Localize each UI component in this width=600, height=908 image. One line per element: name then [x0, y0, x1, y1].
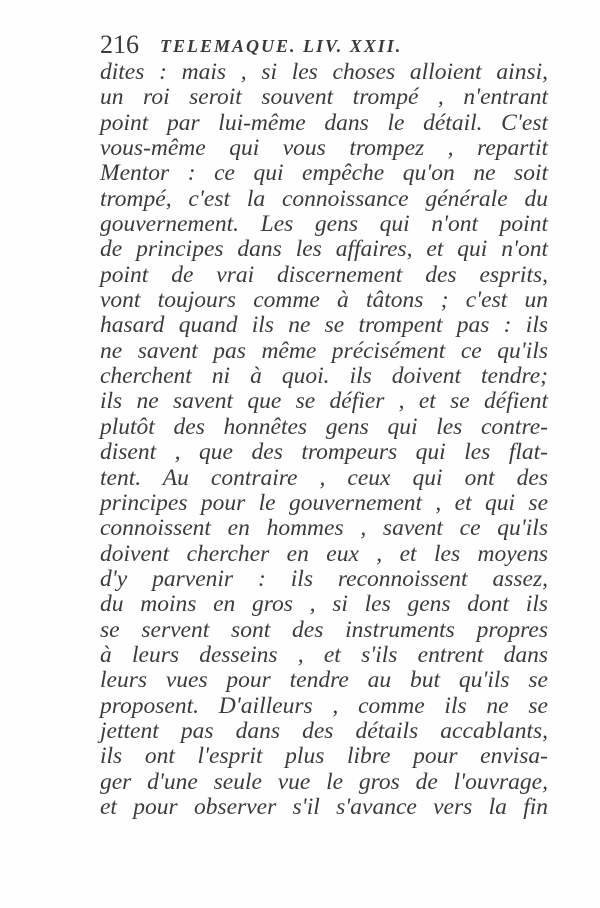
text-line: hasard quand ils ne se trompent pas : ils: [100, 312, 548, 339]
text-line: tent. Au contraire , ceux qui ont des: [100, 464, 548, 491]
text-line: vont toujours comme à tâtons ; c'est un: [100, 287, 548, 314]
text-line: connoissent en hommes , savent ce qu'ils: [100, 515, 548, 542]
text-line: leurs vues pour tendre au but qu'ils se: [100, 667, 548, 694]
body-text: [100, 60, 548, 820]
text-line: principes pour le gouvernement , et qui se: [100, 489, 548, 516]
text-line: de principes dans les affaires, et qui n'ont: [100, 236, 548, 263]
text-line: ger d'une seule vue le gros de l'ouvrage,: [100, 768, 548, 795]
text-line: et pour observer s'il s'avance vers la fin: [100, 793, 548, 820]
text-line: se servent sont des instruments propres: [100, 616, 548, 643]
text-line: un roi seroit souvent trompé , n'entrant: [100, 84, 548, 111]
page-number: 216: [100, 30, 139, 59]
text-line: proposent. D'ailleurs , comme ils ne se: [100, 692, 548, 719]
text-line: point de vrai discernement des esprits,: [100, 261, 548, 288]
text-line: du moins en gros , si les gens dont ils: [100, 591, 548, 618]
text-line: à leurs desseins , et s'ils entrent dans: [100, 641, 548, 668]
text-line: dites : mais , si les choses alloient ainsi,: [100, 59, 548, 85]
text-line: disent , que des trompeurs qui les flat-: [100, 439, 548, 466]
text-line: doivent chercher en eux , et les moyens: [100, 540, 548, 567]
page-header: [100, 30, 550, 60]
running-head: TELEMAQUE. LIV. XXII.: [160, 36, 403, 56]
text-line: ils ont l'esprit plus libre pour envisa-: [100, 743, 548, 770]
text-line: jettent pas dans des détails accablants,: [100, 717, 548, 744]
text-line: plutôt des honnêtes gens qui les contre-: [100, 413, 548, 440]
text-line: gouvernement. Les gens qui n'ont point: [100, 211, 548, 238]
text-line: point par lui-même dans le détail. C'est: [100, 109, 548, 136]
text-line: ils ne savent que se défier , et se défient: [100, 388, 548, 415]
text-line: d'y parvenir : ils reconnoissent assez,: [100, 565, 548, 592]
text-line: vous-même qui vous trompez , repartit: [100, 135, 548, 162]
text-line: Mentor : ce qui empêche qu'on ne soit: [100, 160, 548, 187]
text-line: trompé, c'est la connoissance générale du: [100, 185, 548, 212]
text-line: ne savent pas même précisément ce qu'ils: [100, 337, 548, 364]
text-line: cherchent ni à quoi. ils doivent tendre;: [100, 363, 548, 390]
